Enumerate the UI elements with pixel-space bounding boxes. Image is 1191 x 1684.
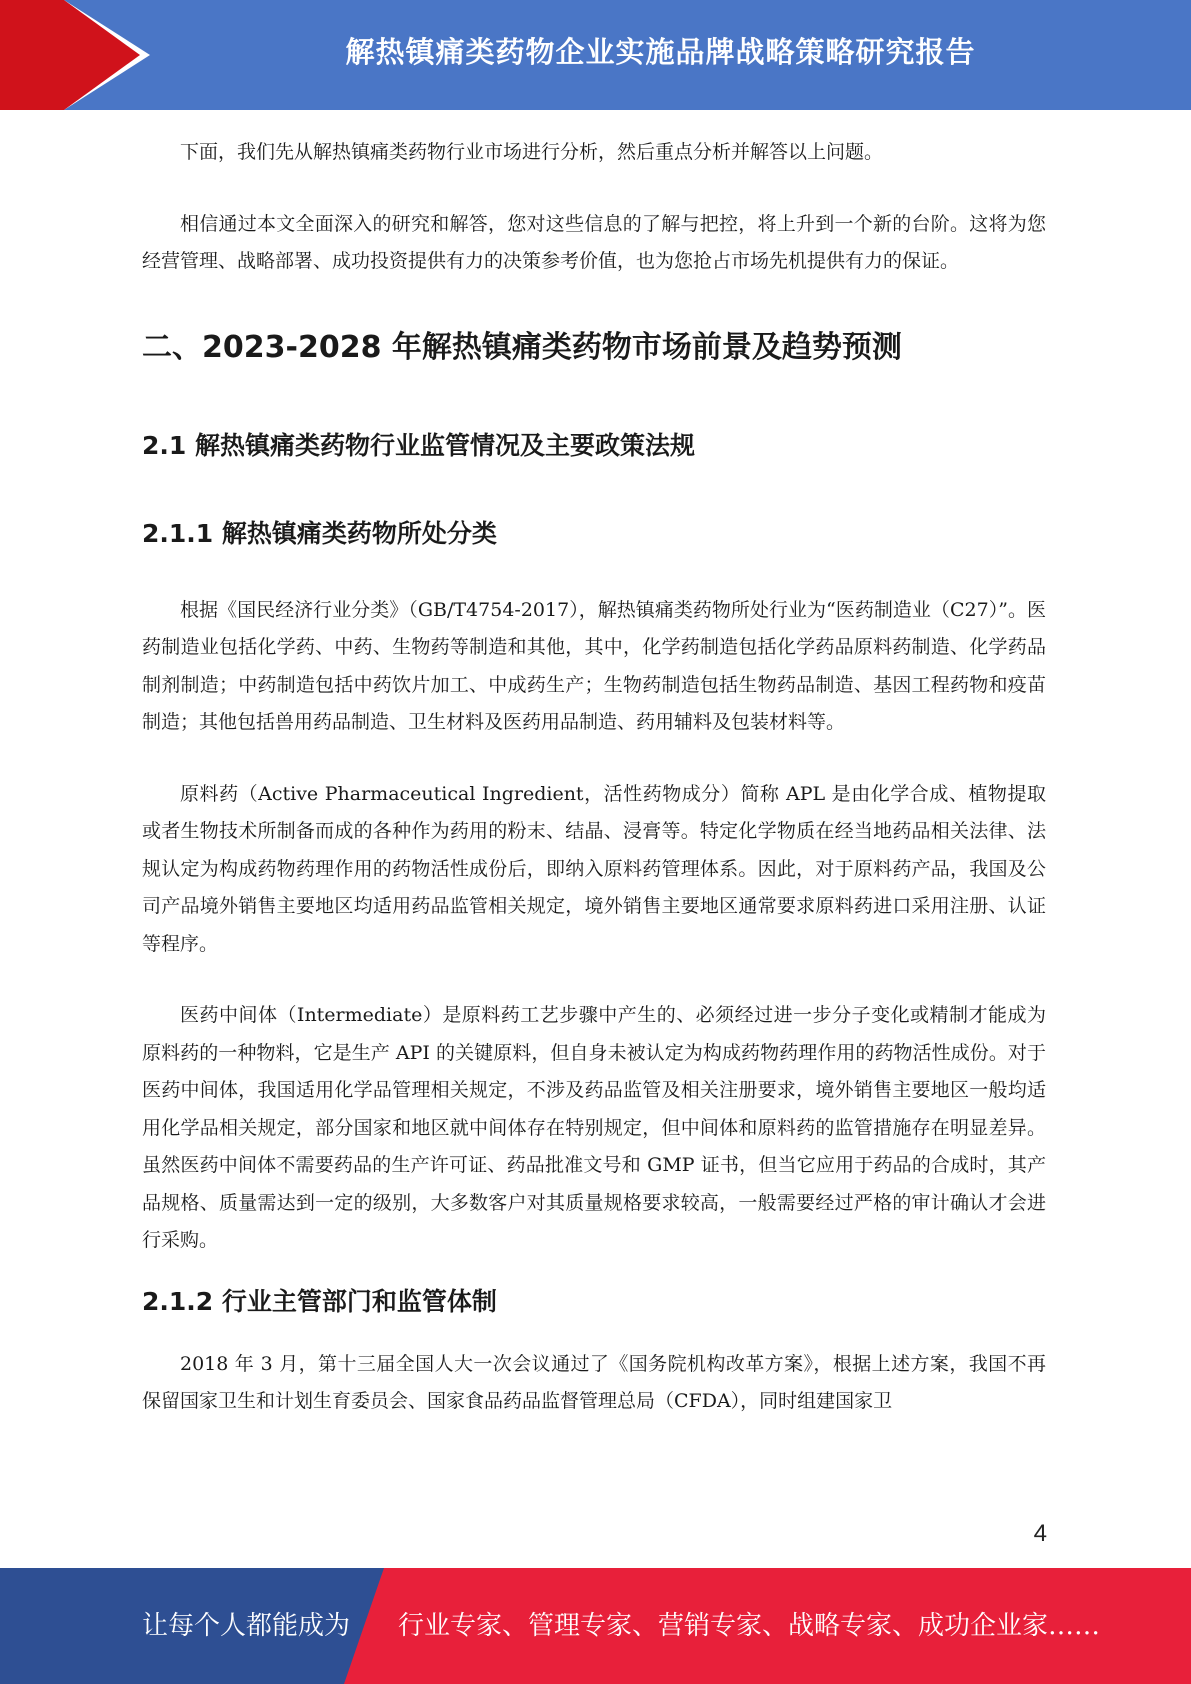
subsection-heading-2-1: 2.1 解热镇痛类药物行业监管情况及主要政策法规 xyxy=(142,430,695,460)
red-arrow-icon xyxy=(0,0,160,110)
page-content xyxy=(142,130,1046,1421)
header-band xyxy=(0,0,1191,110)
footer-slogan-right: 行业专家、管理专家、营销专家、战略专家、成功企业家…… xyxy=(398,1611,1101,1641)
section-heading: 二、2023-2028 年解热镇痛类药物市场前景及趋势预测 xyxy=(142,329,902,365)
paragraph-2018: 2018 年 3 月，第十三届全国人大一次会议通过了《国务院机构改革方案》，根据上述方案，我国不再保留国家卫生和计划生育委员会、国家食品药品监督管理总局（CFDA），同时组建国家卫 xyxy=(142,1352,1046,1412)
footer-slogan-left: 让每个人都能成为 xyxy=(142,1611,351,1641)
footer-band xyxy=(0,1568,1191,1684)
paragraph-intermediate: 医药中间体（Intermediate）是原料药工艺步骤中产生的、必须经过进一步分子变化或精制才能成为原料药的一种物料，它是生产 API 的关键原料，但自身未被认定为构成药物药理作用的药物活性成份。对于医药中间体，我国适用化学品管理相关规定，不涉及药品监管及相关注册要求，境外销售主要地区一般均适用化学品相关规定，部分国家和地区就中间体存在特别规定，但中间体和原料药的监管措施存在明显差异。虽然医药中间体不需要药品的生产许可证、药品批准文号和 GMP 证书，但当它应用于药品的合成时，其产品规格、质量需达到一定的级别，大多数客户对其质量规格要求较高，一般需要经过严格的审计确认才会进行采购。 xyxy=(142,1004,1046,1251)
document-title: 解热镇痛类药物企业实施品牌战略策略研究报告 xyxy=(345,35,976,69)
subsection-heading-2-1-1: 2.1.1 解热镇痛类药物所处分类 xyxy=(142,518,497,548)
intro-paragraph-1: 下面，我们先从解热镇痛类药物行业市场进行分析，然后重点分析并解答以上问题。 xyxy=(180,141,884,163)
intro-paragraph-2: 相信通过本文全面深入的研究和解答，您对这些信息的了解与把控，将上升到一个新的台阶。这将为您经营管理、战略部署、成功投资提供有力的决策参考价值，也为您抢占市场先机提供有力的保证。 xyxy=(142,212,1046,272)
paragraph-api: 原料药（Active Pharmaceutical Ingredient，活性药物成分）简称 APL 是由化学合成、植物提取或者生物技术所制备而成的各种作为药用的粉末、结晶、浸膏等。特定化学物质在经当地药品相关法律、法规认定为构成药物药理作用的药物活性成份后，即纳入原料药管理体系。因此，对于原料药产品，我国及公司产品境外销售主要地区均适用药品监管相关规定，境外销售主要地区通常要求原料药进口采用注册、认证等程序。 xyxy=(142,782,1046,955)
subsection-heading-2-1-2: 2.1.2 行业主管部门和监管体制 xyxy=(142,1286,497,1316)
paragraph-classification: 根据《国民经济行业分类》（GB/T4754-2017），解热镇痛类药物所处行业为“医药制造业（C27）”。医药制造业包括化学药、中药、生物药等制造和其他，其中，化学药制造包括化学药品原料药制造、化学药品制剂制造；中药制造包括中药饮片加工、中成药生产；生物药制造包括生物药品制造、基因工程药物和疫苗制造；其他包括兽用药品制造、卫生材料及医药用品制造、药用辅料及包装材料等。 xyxy=(142,598,1046,733)
page-number: 4 xyxy=(1033,1520,1047,1547)
